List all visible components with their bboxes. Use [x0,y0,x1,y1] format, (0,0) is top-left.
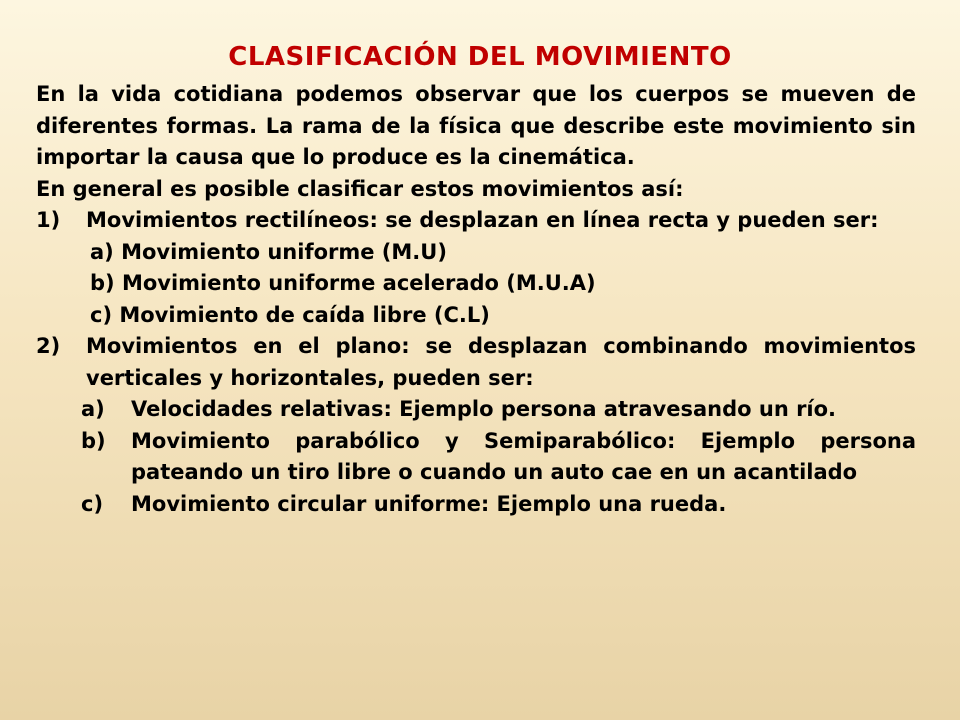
intro-paragraph: En la vida cotidiana podemos observar que los cuerpos se mueven de diferentes formas. La rama de la física que describe este movimiento sin importar la causa que lo produce es la cinemática. [36,82,916,169]
sub-item-text: Movimiento parabólico y Semiparabólico: Ejemplo persona pateando un tiro libre o cuando un auto cae en un acantilado [131,428,916,484]
slide-content [36,79,916,520]
sub-item-label: c) [81,491,104,516]
sub-item-relative-velocities [36,394,916,426]
classification-intro: En general es posible clasificar estos movimientos así: [36,176,684,201]
sub-item-label: a) [81,397,105,421]
sub-item-mu: a) Movimiento uniforme (M.U) [90,239,447,264]
list-item-plane [36,331,916,394]
sub-item-text: Movimiento circular uniforme: Ejemplo una rueda. [131,491,727,516]
sub-item-text: Velocidades relativas: Ejemplo persona atravesando un río. [131,397,837,421]
sub-item-cl: c) Movimiento de caída libre (C.L) [90,302,490,327]
list-number: 2) [36,334,61,358]
sub-item-label: b) [81,428,106,453]
sub-item-parabolic [36,426,916,489]
sub-item-mua: b) Movimiento uniforme acelerado (M.U.A) [90,271,596,295]
sub-item-circular [36,489,916,521]
list-number: 1) [36,208,61,232]
list-item-text: Movimientos rectilíneos: se desplazan en línea recta y pueden ser: [86,208,879,232]
list-item-text: Movimientos en el plano: se desplazan combinando movimientos verticales y horizontales, pueden ser: [86,334,916,390]
list-item-rectilinear [36,205,916,237]
slide-title: CLASIFICACIÓN DEL MOVIMIENTO [228,42,732,72]
